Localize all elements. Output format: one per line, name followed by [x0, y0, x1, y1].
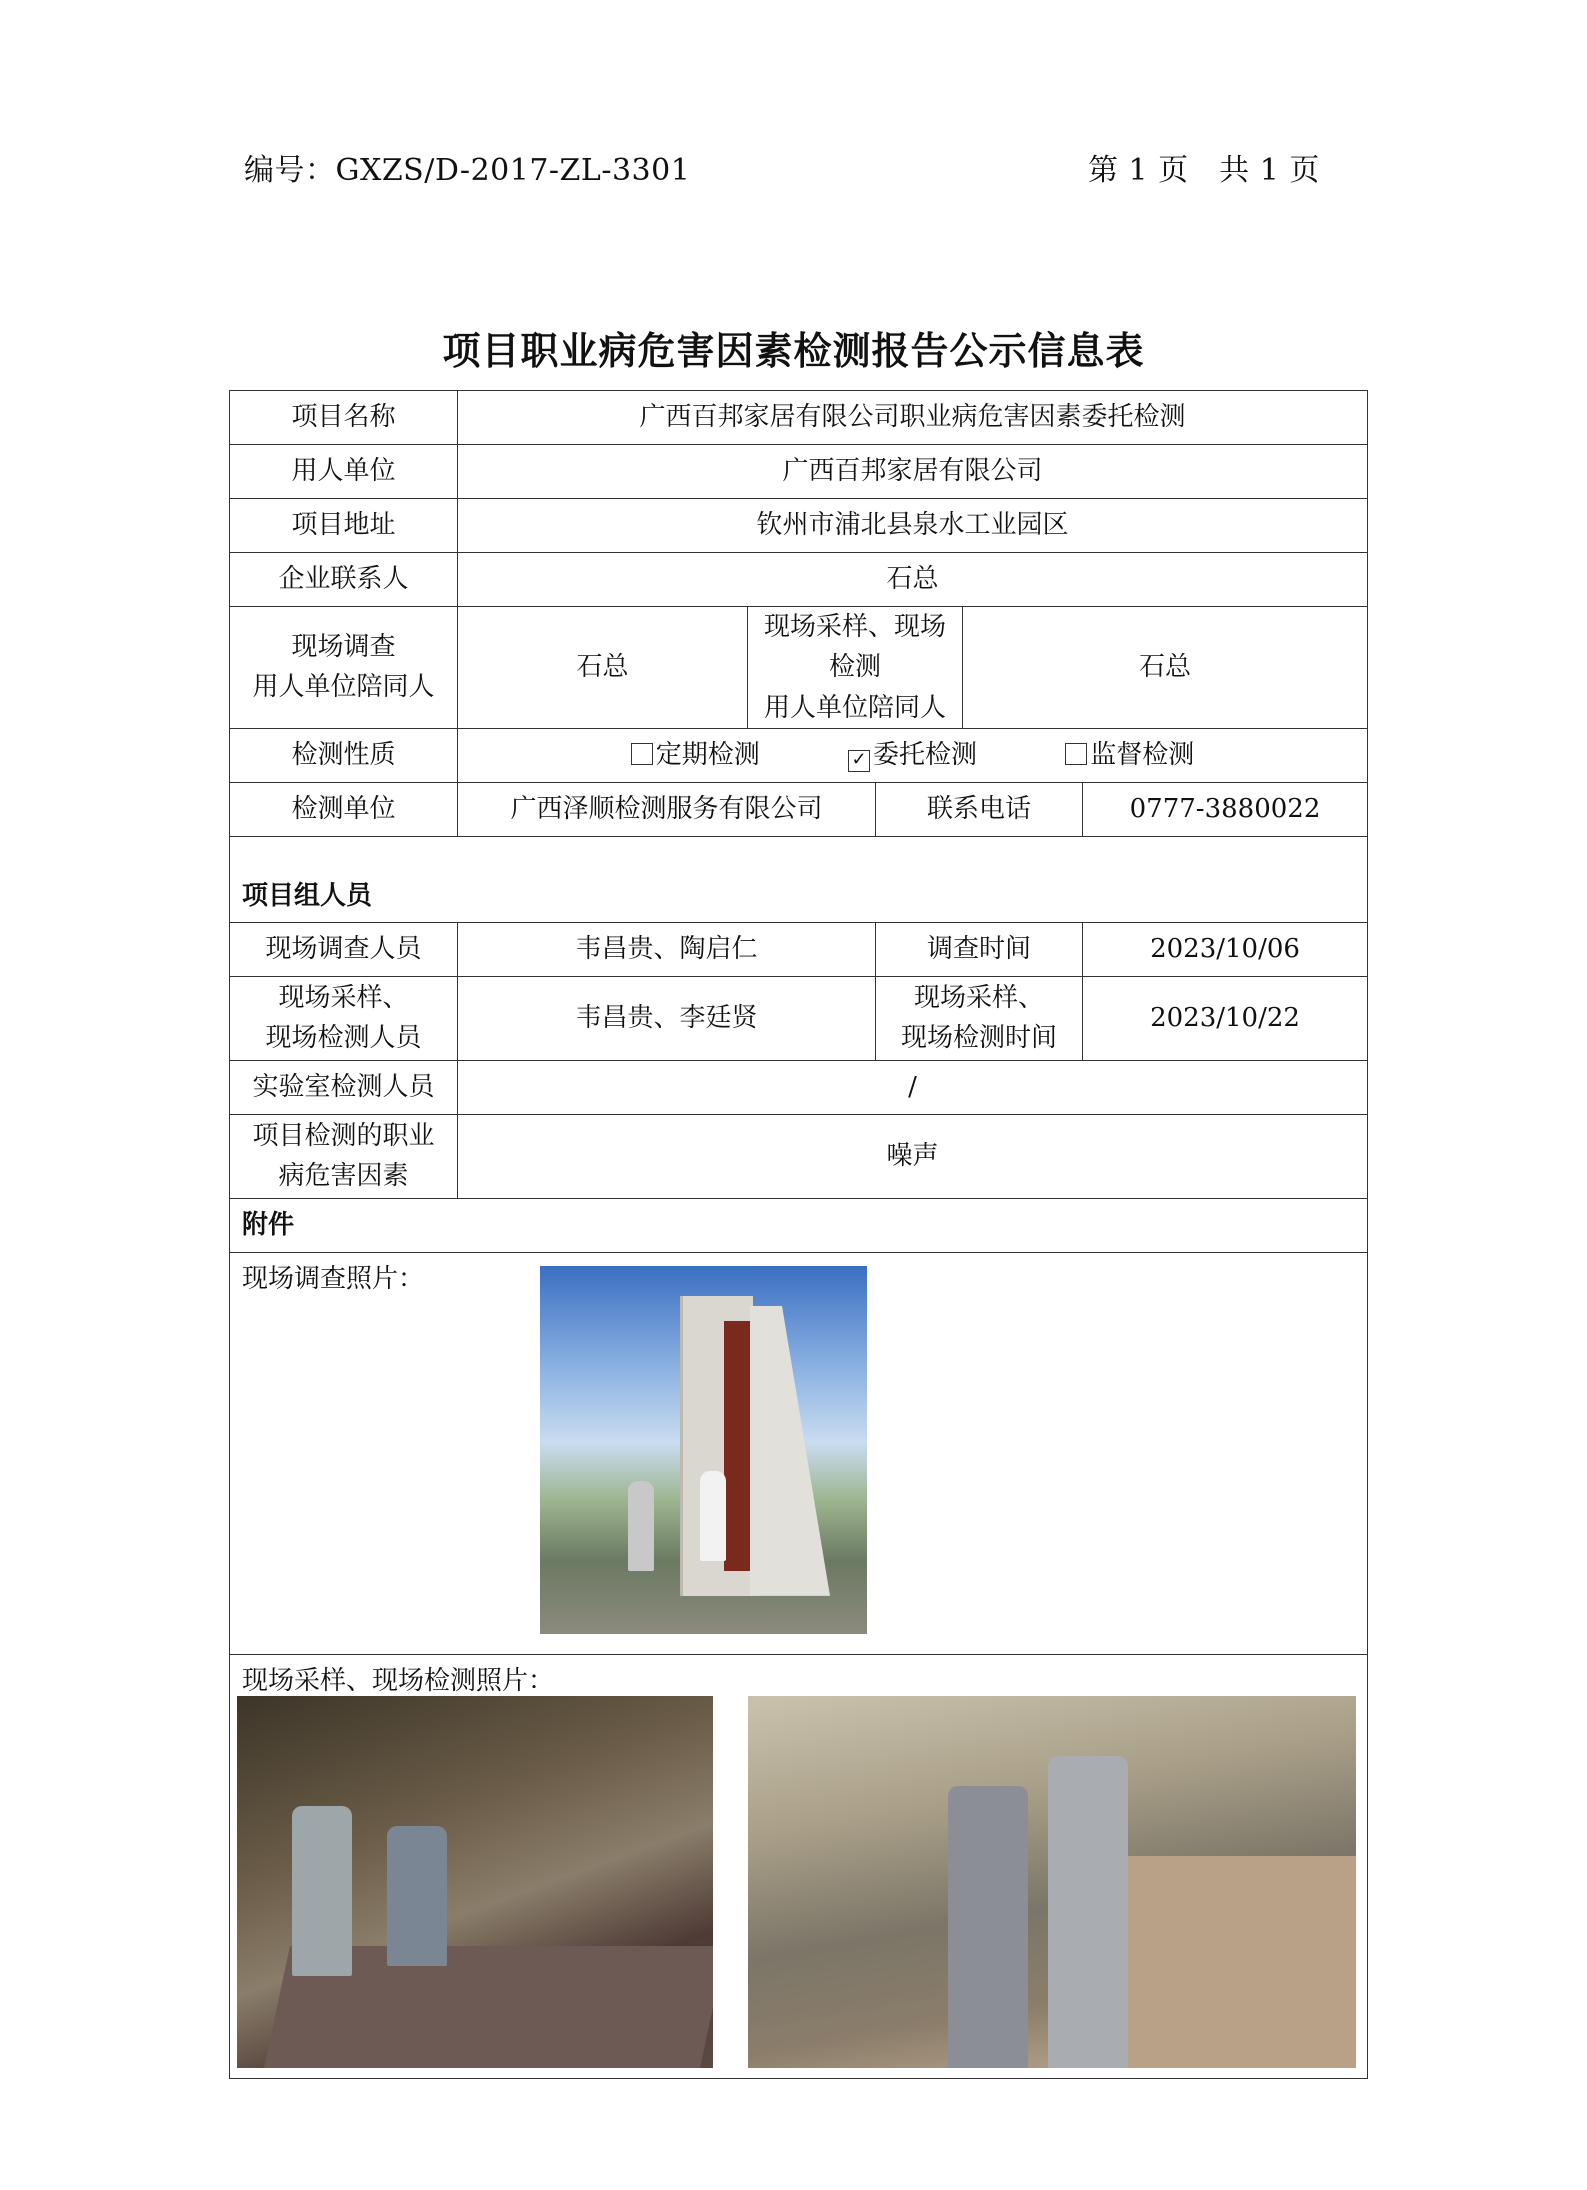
sampling-staff-value: 韦昌贵、李廷贤 — [458, 976, 876, 1060]
row-sampling-staff — [230, 976, 1368, 1060]
survey-time-value: 2023/10/06 — [1083, 922, 1368, 976]
row-team-section — [230, 836, 1368, 922]
contact-label: 企业联系人 — [230, 553, 458, 607]
row-agency — [230, 782, 1368, 836]
survey-companion-value: 石总 — [458, 607, 748, 729]
survey-staff-value: 韦昌贵、陶启仁 — [458, 922, 876, 976]
person-figure — [700, 1471, 726, 1561]
hazards-label: 项目检测的职业 病危害因素 — [230, 1114, 458, 1198]
employer-value: 广西百邦家居有限公司 — [458, 445, 1368, 499]
row-survey-photos — [230, 1252, 1368, 1654]
board-stack — [1128, 1856, 1356, 2068]
monument-wall — [750, 1306, 830, 1596]
worker-figure — [292, 1806, 352, 1976]
team-section-label: 项目组人员 — [230, 836, 1368, 922]
lab-staff-value: / — [458, 1060, 1368, 1114]
row-attachments-section — [230, 1198, 1368, 1252]
sampling-photo-left — [237, 1696, 713, 2068]
page-title: 项目职业病危害因素检测报告公示信息表 — [442, 328, 1145, 373]
monument-plaque — [724, 1321, 750, 1571]
worker-figure — [1048, 1756, 1128, 2068]
sampling-companion-value: 石总 — [963, 607, 1368, 729]
sampling-time-label: 现场采样、 现场检测时间 — [876, 976, 1083, 1060]
nature-option-regular[interactable]: 定期检测 — [631, 735, 760, 775]
row-survey-staff — [230, 922, 1368, 976]
phone-label: 联系电话 — [876, 782, 1083, 836]
lab-staff-label: 实验室检测人员 — [230, 1060, 458, 1114]
worker-figure — [948, 1786, 1028, 2068]
attachments-section-label: 附件 — [230, 1198, 1368, 1252]
page-indicator: 第 1 页 共 1 页 — [1088, 153, 1320, 188]
nature-option-supervisory[interactable]: 监督检测 — [1065, 735, 1194, 775]
project-name-value: 广西百邦家居有限公司职业病危害因素委托检测 — [458, 391, 1368, 445]
phone-value: 0777-3880022 — [1083, 782, 1368, 836]
survey-companion-label: 现场调查 用人单位陪同人 — [230, 607, 458, 729]
row-contact — [230, 553, 1368, 607]
sampling-time-value: 2023/10/22 — [1083, 976, 1368, 1060]
row-project-name — [230, 391, 1368, 445]
project-name-label: 项目名称 — [230, 391, 458, 445]
nature-label: 检测性质 — [230, 728, 458, 782]
sampling-photos-cell — [230, 1654, 1368, 2078]
sampling-companion-label: 现场采样、现场检测 用人单位陪同人 — [748, 607, 963, 729]
survey-time-label: 调查时间 — [876, 922, 1083, 976]
survey-photos-label: 现场调查照片： — [242, 1263, 425, 1294]
checkbox-unchecked-icon[interactable] — [631, 743, 653, 765]
row-hazards — [230, 1114, 1368, 1198]
sampling-photos-label: 现场采样、现场检测照片： — [242, 1665, 555, 1696]
hazards-value: 噪声 — [458, 1114, 1368, 1198]
checkbox-unchecked-icon[interactable] — [1065, 743, 1087, 765]
row-nature — [230, 728, 1368, 782]
person-figure — [628, 1481, 654, 1571]
row-companions — [230, 607, 1368, 729]
worker-figure — [387, 1826, 447, 1966]
nature-option-commissioned[interactable]: ✓ 委托检测 — [848, 735, 977, 775]
survey-photos-cell — [230, 1252, 1368, 1654]
survey-photo — [540, 1266, 867, 1634]
agency-value: 广西泽顺检测服务有限公司 — [458, 782, 876, 836]
sampling-photo-right — [748, 1696, 1356, 2068]
row-sampling-photos — [230, 1654, 1368, 2078]
address-label: 项目地址 — [230, 499, 458, 553]
row-employer — [230, 445, 1368, 499]
survey-staff-label: 现场调查人员 — [230, 922, 458, 976]
checkbox-checked-icon[interactable]: ✓ — [848, 750, 870, 772]
sampling-staff-label: 现场采样、 现场检测人员 — [230, 976, 458, 1060]
address-value: 钦州市浦北县泉水工业园区 — [458, 499, 1368, 553]
nature-options — [458, 728, 1368, 782]
document-number: 编号：GXZS/D-2017-ZL-3301 — [244, 153, 691, 188]
employer-label: 用人单位 — [230, 445, 458, 499]
row-lab-staff — [230, 1060, 1368, 1114]
info-table — [229, 390, 1368, 2079]
row-address — [230, 499, 1368, 553]
agency-label: 检测单位 — [230, 782, 458, 836]
contact-value: 石总 — [458, 553, 1368, 607]
